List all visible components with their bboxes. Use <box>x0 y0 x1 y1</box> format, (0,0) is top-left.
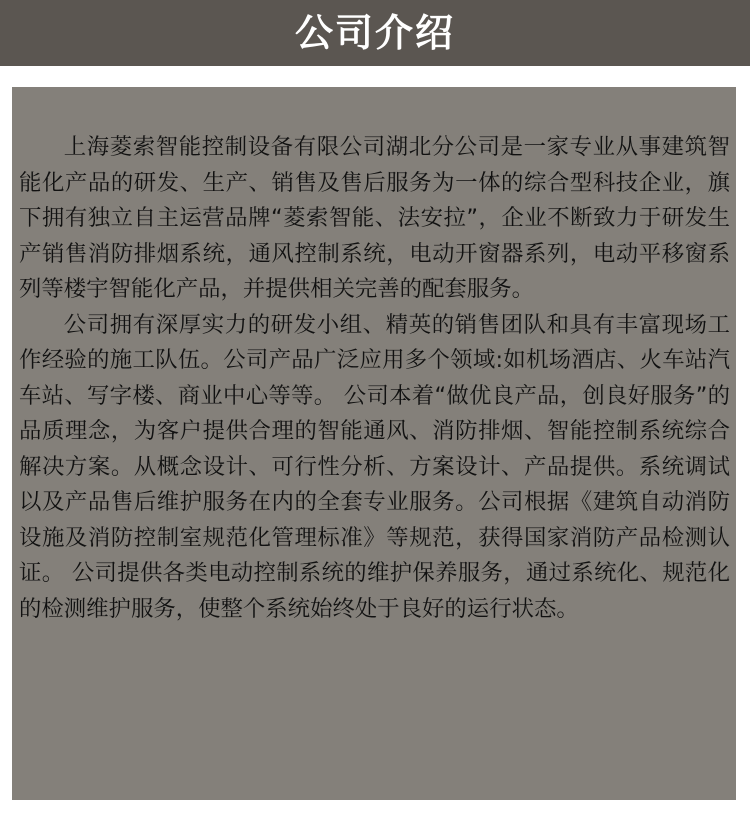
title-bar <box>0 0 750 66</box>
page-title: 公司介绍 <box>294 11 455 55</box>
intro-paragraph-1: 上海菱索智能控制设备有限公司湖北分公司是一家专业从事建筑智能化产品的研发、生产、销售及售后服务为一体的综合型科技企业，旗下拥有独立自主运营品牌“菱索智能、法安拉”，企业不断致力于研发生产销售消防排烟系统，通风控制系统，电动开窗器系列，电动平移窗系列等楼宇智能化产品，并提供相关完善的配套服务。 <box>19 134 730 302</box>
company-intro-panel <box>12 87 736 800</box>
intro-paragraph-2: 公司拥有深厚实力的研发小组、精英的销售团队和具有丰富现场工作经验的施工队伍。公司产品广泛应用多个领域:如机场酒店、火车站汽车站、写字楼、商业中心等等。 公司本着“做优良产品，创良好服务”的品质理念，为客户提供合理的智能通风、消防排烟、智能控制系统综合解决方案。从概念设计、可行性分析、方案设计、产品提供。系统调试以及产品售后维护服务在内的全套专业服务。公司根据《建筑自动消防设施及消防控制室规范化管理标准》等规范，获得国家消防产品检测认证。 公司提供各类电动控制系统的维护保养服务，通过系统化、规范化的检测维护服务，使整个系统始终处于良好的运行状态。 <box>19 311 730 622</box>
